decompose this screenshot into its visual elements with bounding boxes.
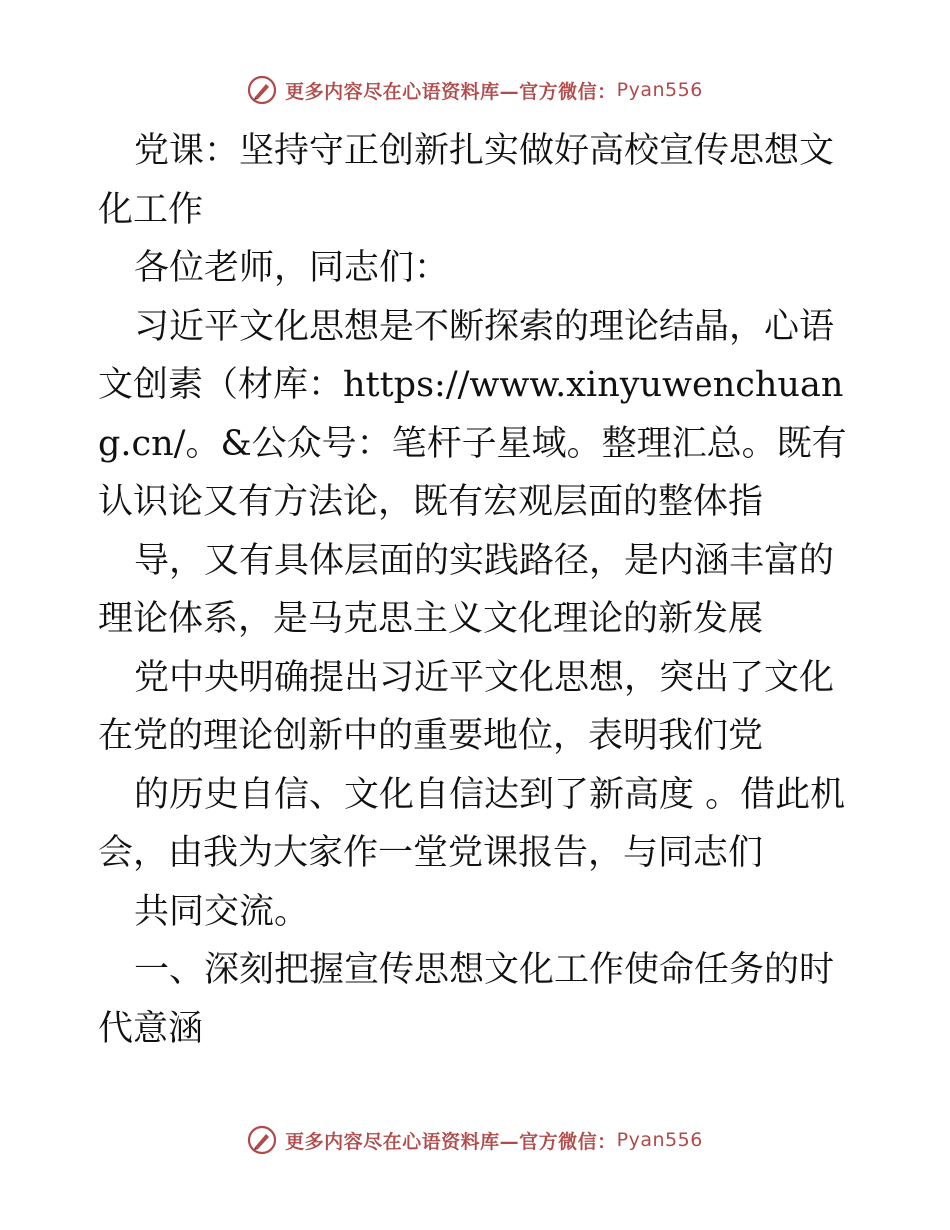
pen-circle-logo-icon xyxy=(247,75,277,105)
watermark-wechat-id: Pyan556 xyxy=(616,79,703,101)
body-paragraph: 的历史自信、文化自信达到了新高度 。借此机会，由我为大家作一堂党课报告，与同志们 xyxy=(98,774,846,873)
pen-circle-logo-icon xyxy=(247,1125,277,1155)
watermark-wechat-id: Pyan556 xyxy=(616,1129,703,1151)
section-heading: 一、深刻把握宣传思想文化工作使命任务的时代意涵 xyxy=(98,950,835,1049)
salutation: 各位老师，同志们： xyxy=(134,248,450,288)
document-body xyxy=(98,122,858,1058)
body-paragraph: 导，又有具体层面的实践路径，是内涵丰富的理论体系，是马克思主义文化理论的新发展 xyxy=(98,540,835,639)
body-paragraph: 习近平文化思想是不断探索的理论结晶，心语文创素（材库：https://www.xinyuwenchuang.cn/。&公众号：笔杆子星域。整理汇总。既有认识论又有方法论，既有宏观层面的整体指 xyxy=(98,306,847,522)
watermark-site-text: 更多内容尽在心语资料库—官方微信： xyxy=(285,80,617,103)
header-watermark xyxy=(0,70,950,110)
document-title: 党课：坚持守正创新扎实做好高校宣传思想文化工作 xyxy=(98,131,835,230)
footer-watermark xyxy=(0,1120,950,1160)
body-paragraph: 党中央明确提出习近平文化思想，突出了文化在党的理论创新中的重要地位，表明我们党 xyxy=(98,657,835,756)
body-paragraph: 共同交流。 xyxy=(134,891,310,932)
watermark-site-text: 更多内容尽在心语资料库—官方微信： xyxy=(285,1130,617,1153)
